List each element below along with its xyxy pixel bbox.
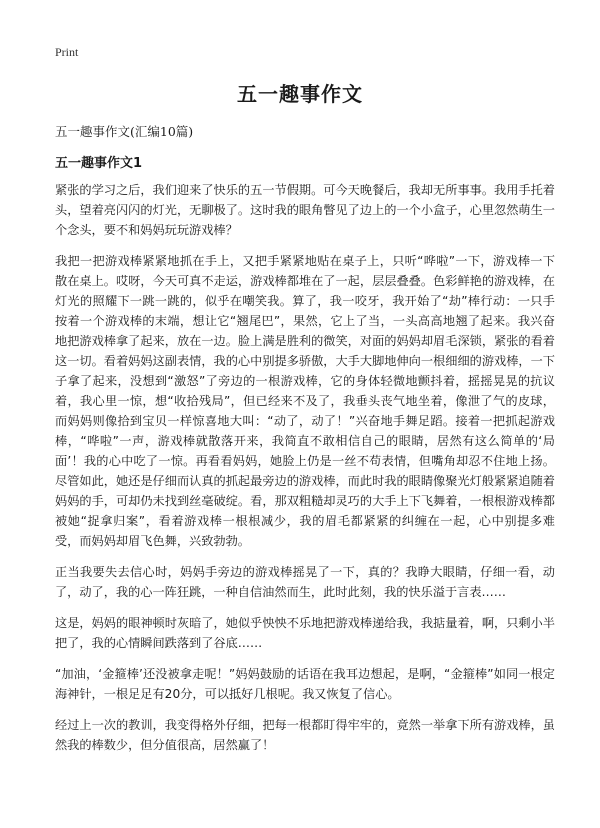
section-heading: 五一趣事作文1 bbox=[55, 156, 143, 171]
print-label[interactable]: Print bbox=[55, 45, 79, 59]
paragraph-2: 我把一把游戏棒紧紧地抓在手上，又把手紧紧地贴在桌子上，只听“哗啦”一下，游戏棒一下散在桌上。哎呀，今天可真不走运，游戏棒都堆在了一起，层层叠叠。色彩鲜艳的游戏棒，在灯光的照耀下一跳一跳的，似乎在嘲笑我。算了，我一咬牙，我开始了“劫”棒行动：一只手按着一个游戏棒的末端，想让它“翘尾巴”，果然，它上了当，一头高高地翘了起来。我兴奋地把游戏棒拿了起来，放在一边。脸上满是胜利的微笑，对面的妈妈却眉毛深锁，紧张的看着这一切。看着妈妈这副表情，我的心中别提多骄傲，大手大脚地伸向一根细细的游戏棒，一下子拿了起来，没想到“激怒”了旁边的一根游戏棒，它的身体轻微地颤抖着，摇摇晃晃的抗议着，我心里一惊，想“收拾残局”，但已经来不及了，我垂头丧气地坐着，像泄了气的皮球，而妈妈则像拾到宝贝一样惊喜地大叫：“动了，动了！”兴奋地手舞足蹈。接着一把抓起游戏棒，“哗啦”一声，游戏棒就散落开来，我简直不敢相信自己的眼睛，居然有这么简单的‘局面’！我的心中吃了一惊。再看看妈妈，她脸上仍是一丝不苟表情，但嘴角却忍不住地上扬。尽管如此，她还是仔细而认真的抓起最旁边的游戏棒，而此时我的眼睛像聚光灯般紧紧追随着妈妈的手，可却仍未找到丝毫破绽。看，那双粗糙却灵巧的大手上下飞舞着，一根根游戏棒都被她“捉拿归案”，看着游戏棒一根根减少，我的眉毛都紧紧的纠缠在一起，心中别提多难受，而妈妈却眉飞色舞，兴致勃勃。 bbox=[55, 254, 555, 548]
paragraph-5: “加油，‘金箍棒’还没被拿走呢！”妈妈鼓励的话语在我耳边想起，是啊，“金箍棒”如同一根定海神针，一根足足有20分，可以抵好几根呢。我又恢复了信心。 bbox=[55, 667, 555, 701]
document-title: 五一趣事作文 bbox=[237, 82, 363, 106]
paragraph-4: 这是，妈妈的眼神顿时灰暗了，她似乎怏怏不乐地把游戏棒递给我，我掂量着，啊，只剩小半把了，我的心情瞬间跌落到了谷底…… bbox=[55, 616, 555, 650]
paragraph-1: 紧张的学习之后，我们迎来了快乐的五一节假期。可今天晚餐后，我却无所事事。我用手托着头，望着亮闪闪的灯光，无聊极了。这时我的眼角瞥见了边上的一个小盒子，心里忽然萌生一个念头，要不和妈妈玩玩游戏棒？ bbox=[55, 183, 555, 237]
document-subtitle: 五一趣事作文(汇编10篇) bbox=[55, 124, 194, 139]
paragraph-3: 正当我要失去信心时，妈妈手旁边的游戏棒摇晃了一下，真的？我睁大眼睛，仔细一看，动了，动了，我的心一阵狂跳，一种自信油然而生，此时此刻，我的快乐溢于言表…… bbox=[55, 565, 555, 599]
article-body bbox=[55, 180, 555, 766]
paragraph-6: 经过上一次的教训，我变得格外仔细，把每一根都盯得牢牢的，竟然一举拿下所有游戏棒，虽然我的棒数少，但分值很高，居然赢了！ bbox=[55, 718, 555, 752]
